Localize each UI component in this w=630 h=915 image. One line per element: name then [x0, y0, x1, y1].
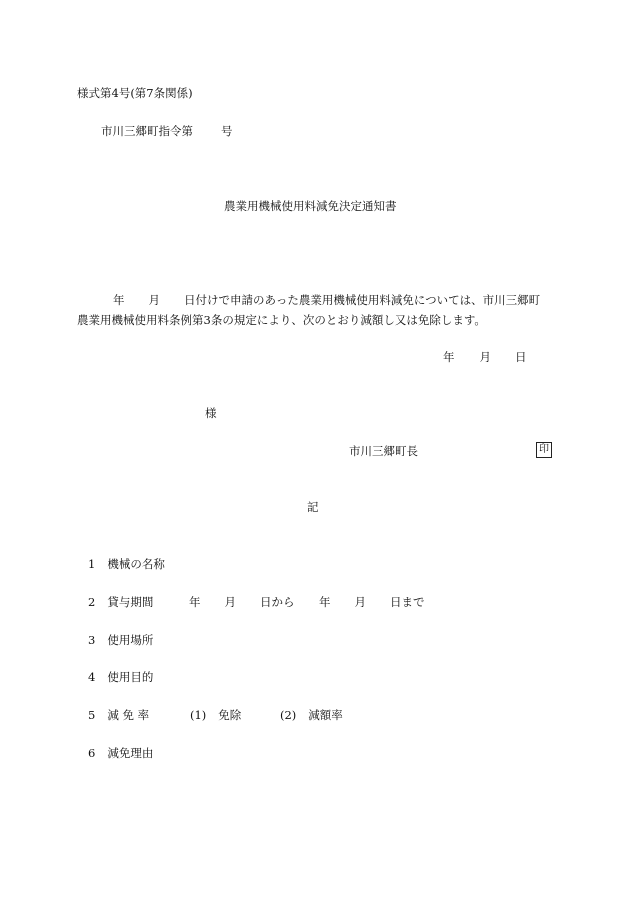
date-month: 月 — [479, 350, 491, 364]
item-label: 貸与期間 — [107, 595, 154, 609]
item-label: 機械の名称 — [107, 557, 165, 571]
item-number: 4 — [88, 670, 96, 684]
reduction-option-1 — [190, 708, 241, 722]
notice-number-suffix: 号 — [221, 124, 233, 138]
from-year: 年 — [189, 595, 201, 609]
item-5 — [88, 708, 149, 722]
body-year: 年 — [113, 293, 125, 307]
item-6 — [88, 746, 153, 760]
item-label: 減 免 率 — [107, 708, 150, 722]
body-line1-rest: 日付けで申請のあった農業用機械使用料減免については、市川三郷町 — [184, 293, 541, 307]
form-label: 様式第4号(第7条関係) — [77, 86, 193, 100]
document-title: 農業用機械使用料減免決定通知書 — [224, 199, 397, 213]
to-month: 月 — [354, 595, 366, 609]
option1-number: (1) — [190, 708, 207, 722]
from-day: 日から — [260, 595, 295, 609]
item-3 — [88, 633, 153, 647]
item-number: 3 — [88, 633, 96, 647]
ki-heading: 記 — [307, 500, 319, 514]
to-year: 年 — [319, 595, 331, 609]
to-day: 日まで — [390, 595, 425, 609]
seal-mark: 印 — [536, 442, 552, 458]
item-1 — [88, 557, 165, 571]
item-2 — [88, 595, 153, 609]
item-label: 減免理由 — [107, 746, 154, 760]
option1-label: 免除 — [218, 708, 242, 722]
body-line-1 — [113, 293, 540, 307]
item-number: 2 — [88, 595, 96, 609]
item-number: 5 — [88, 708, 96, 722]
date-year: 年 — [443, 350, 455, 364]
reduction-option-2 — [280, 708, 343, 722]
loan-period-to — [319, 595, 425, 609]
item-label: 使用場所 — [107, 633, 154, 647]
item-number: 1 — [88, 557, 96, 571]
from-month: 月 — [224, 595, 236, 609]
item-label: 使用目的 — [107, 670, 154, 684]
body-line-2: 農業用機械使用料条例第3条の規定により、次のとおり減額し又は免除します。 — [77, 313, 486, 327]
notice-number — [101, 124, 233, 138]
option2-label: 減額率 — [308, 708, 343, 722]
date-day: 日 — [515, 350, 527, 364]
item-number: 6 — [88, 746, 96, 760]
issuer: 市川三郷町長 — [349, 444, 418, 458]
date-line — [443, 350, 527, 364]
option2-number: (2) — [280, 708, 297, 722]
recipient-honorific: 様 — [205, 406, 217, 420]
loan-period-from — [189, 595, 295, 609]
notice-number-prefix: 市川三郷町指令第 — [101, 124, 193, 138]
item-4 — [88, 670, 153, 684]
body-month: 月 — [148, 293, 160, 307]
